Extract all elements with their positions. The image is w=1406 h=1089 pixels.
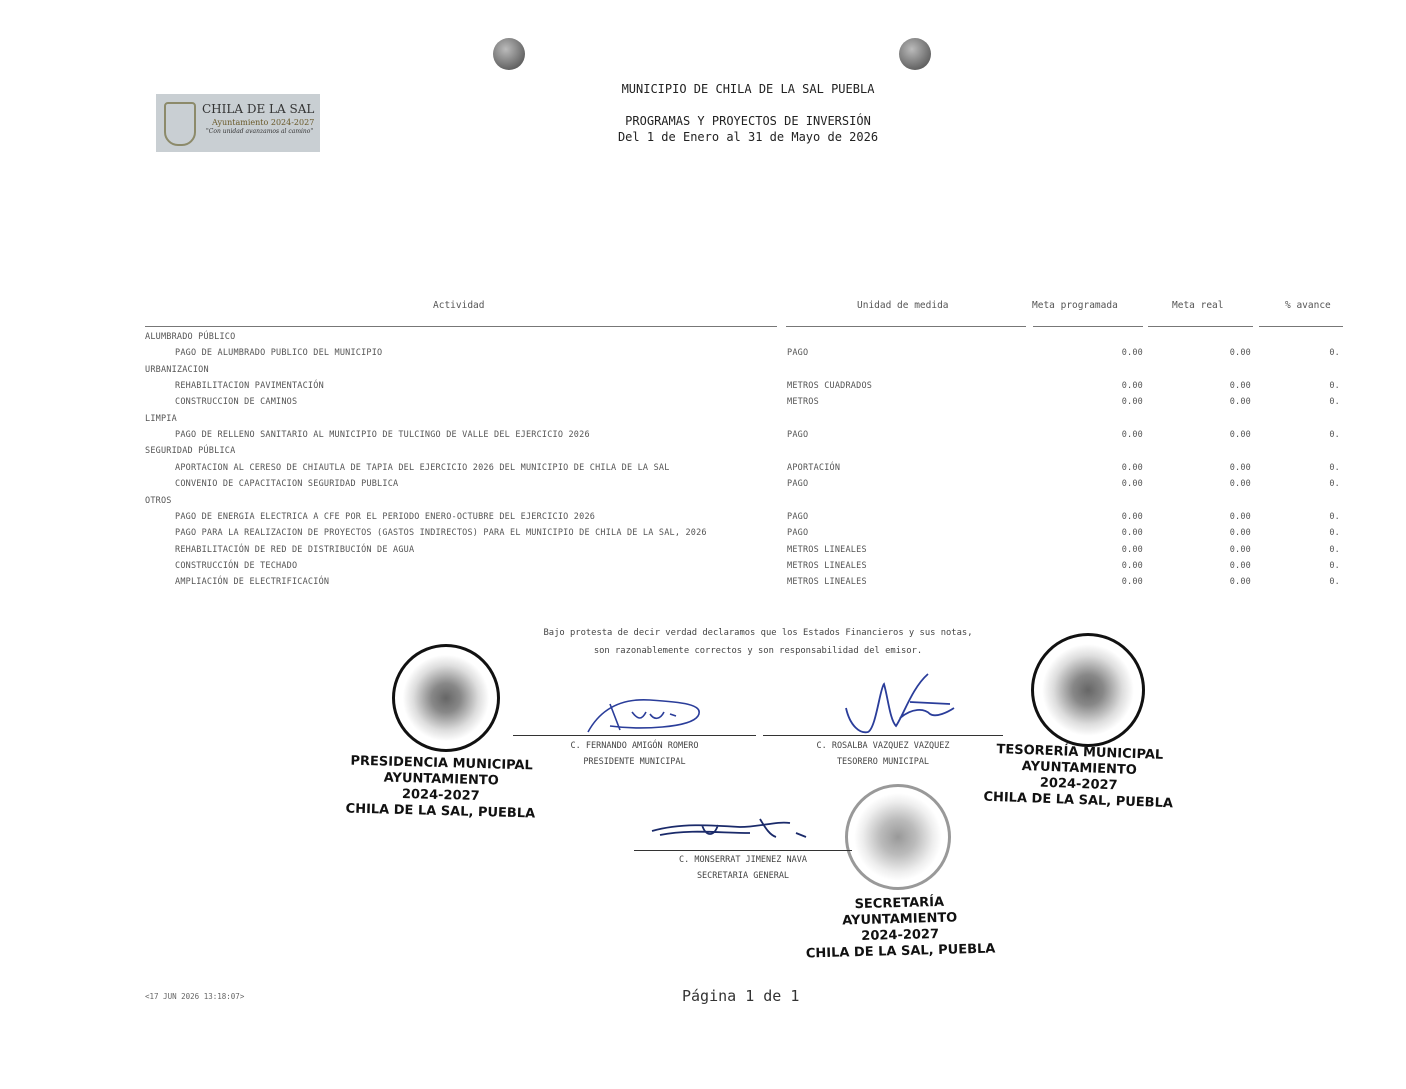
table-row: [0, 528, 1406, 544]
category-label: SEGURIDAD PÚBLICA: [145, 446, 236, 457]
category-row: [0, 332, 1406, 348]
planned-goal: 0.00: [1121, 430, 1143, 441]
category-label: LIMPIA: [145, 413, 177, 424]
actual-goal: 0.00: [1229, 348, 1251, 359]
activity-name: PAGO DE ENERGIA ELECTRICA A CFE POR EL PERIODO ENERO-OCTUBRE DEL EJERCICIO 2026: [175, 511, 596, 522]
logo-slogan: "Con unidad avanzamos al camino": [206, 128, 314, 135]
unit-of-measure: PAGO: [787, 479, 809, 490]
progress-percent: 0.: [1329, 479, 1340, 490]
header-rule-activity: [145, 326, 777, 327]
signature-line-secretary: [634, 850, 852, 851]
actual-goal: 0.00: [1229, 511, 1251, 522]
actual-goal: 0.00: [1229, 462, 1251, 473]
progress-percent: 0.: [1329, 577, 1340, 588]
category-label: URBANIZACION: [145, 364, 209, 375]
progress-percent: 0.: [1329, 348, 1340, 359]
progress-percent: 0.: [1329, 544, 1340, 555]
table-row: [0, 512, 1406, 528]
progress-percent: 0.: [1329, 511, 1340, 522]
header-rule-planned: [1033, 326, 1143, 327]
seal-secretariat-icon: [845, 784, 951, 890]
unit-of-measure: PAGO: [787, 430, 809, 441]
declaration: [0, 624, 1406, 660]
planned-goal: 0.00: [1121, 479, 1143, 490]
category-label: ALUMBRADO PÚBLICO: [145, 332, 236, 342]
print-timestamp: <17 JUN 2026 13:18:07>: [145, 992, 245, 1001]
column-header-activity: Actividad: [433, 300, 485, 311]
progress-percent: 0.: [1329, 381, 1340, 392]
actual-goal: 0.00: [1229, 544, 1251, 555]
progress-percent: 0.: [1329, 397, 1340, 408]
table-row: [0, 397, 1406, 413]
stamp-secretariat-line-3: 2024-2027: [861, 926, 940, 945]
declaration-line-2: son razonablemente correctos y son responsabilidad del emisor.: [593, 646, 923, 656]
signature-line-president: [513, 735, 756, 736]
category-label: OTROS: [145, 495, 172, 506]
planned-goal: 0.00: [1121, 544, 1143, 555]
category-row: [0, 414, 1406, 430]
planned-goal: 0.00: [1121, 397, 1143, 408]
activity-name: CONSTRUCCION DE CAMINOS: [175, 397, 298, 408]
planned-goal: 0.00: [1121, 528, 1143, 539]
stamp-presidency-line-1: PRESIDENCIA MUNICIPAL: [350, 753, 534, 774]
column-header-planned: Meta programada: [1032, 300, 1118, 311]
progress-percent: 0.: [1329, 528, 1340, 539]
planned-goal: 0.00: [1121, 462, 1143, 473]
table-row: [0, 577, 1406, 593]
table-row: [0, 430, 1406, 446]
header-rule-unit: [786, 326, 1026, 327]
column-header-actual: Meta real: [1172, 300, 1224, 311]
actual-goal: 0.00: [1229, 397, 1251, 408]
activity-name: PAGO DE ALUMBRADO PUBLICO DEL MUNICIPIO: [175, 348, 383, 359]
actual-goal: 0.00: [1229, 560, 1251, 571]
progress-percent: 0.: [1329, 560, 1340, 571]
signature-line-treasurer: [763, 735, 1003, 736]
treasurer-name: C. ROSALBA VAZQUEZ VAZQUEZ: [816, 741, 950, 751]
actual-goal: 0.00: [1229, 430, 1251, 441]
report-period: Del 1 de Enero al 31 de Mayo de 2026: [617, 130, 879, 144]
unit-of-measure: PAGO: [787, 528, 809, 539]
column-header-progress: % avance: [1285, 300, 1331, 311]
progress-percent: 0.: [1329, 430, 1340, 441]
declaration-line-1: Bajo protesta de decir verdad declaramos que los Estados Financieros y sus notas,: [543, 628, 973, 638]
stamp-presidency-line-2: AYUNTAMIENTO: [383, 770, 499, 789]
header-rule-actual: [1148, 326, 1253, 327]
stamp-presidency: [345, 754, 537, 823]
signatory-president: [513, 741, 756, 767]
signatory-secretary: [634, 855, 852, 881]
actual-goal: 0.00: [1229, 577, 1251, 588]
category-row: [0, 365, 1406, 381]
treasurer-title: TESORERO MUNICIPAL: [836, 757, 930, 767]
planned-goal: 0.00: [1121, 348, 1143, 359]
table-row: [0, 545, 1406, 561]
signatory-treasurer: [763, 741, 1003, 767]
signature-secretary-icon: [650, 815, 820, 845]
planned-goal: 0.00: [1121, 560, 1143, 571]
table-row: [0, 348, 1406, 364]
signature-treasurer-icon: [840, 668, 960, 738]
seal-treasury-icon: [1031, 633, 1145, 747]
table-row: [0, 561, 1406, 577]
stamp-secretariat-line-1: SECRETARÍA: [854, 894, 945, 913]
stamp-secretariat-line-4: CHILA DE LA SAL, PUEBLA: [805, 941, 996, 962]
punch-hole-left: [493, 38, 525, 70]
activity-name: REHABILITACION PAVIMENTACIÓN: [175, 381, 324, 392]
actual-goal: 0.00: [1229, 479, 1251, 490]
unit-of-measure: METROS LINEALES: [787, 544, 867, 555]
stamp-treasury-line-1: TESORERÍA MUNICIPAL: [996, 742, 1164, 763]
stamp-secretariat: [804, 894, 996, 963]
header-rule-progress: [1259, 326, 1343, 327]
stamp-treasury: [983, 742, 1175, 813]
logo-subtitle: Ayuntamiento 2024-2027: [212, 118, 315, 127]
secretary-name: C. MONSERRAT JIMENEZ NAVA: [679, 855, 807, 865]
activity-name: CONSTRUCCIÓN DE TECHADO: [175, 560, 298, 571]
unit-of-measure: METROS CUADRADOS: [787, 381, 873, 392]
category-row: [0, 496, 1406, 512]
unit-of-measure: METROS LINEALES: [787, 577, 867, 588]
table-row: [0, 381, 1406, 397]
president-name: C. FERNANDO AMIGÓN ROMERO: [570, 741, 699, 751]
stamp-presidency-line-4: CHILA DE LA SAL, PUEBLA: [345, 801, 536, 822]
table-row: [0, 479, 1406, 495]
report-title: PROGRAMAS Y PROYECTOS DE INVERSIÓN: [625, 114, 871, 128]
activity-name: REHABILITACIÓN DE RED DE DISTRIBUCIÓN DE AGUA: [175, 544, 415, 555]
progress-percent: 0.: [1329, 462, 1340, 473]
activity-name: PAGO PARA LA REALIZACION DE PROYECTOS (GASTOS INDIRECTOS) PARA EL MUNICIPIO DE CHILA DE LA SAL, 2026: [175, 528, 707, 539]
table-row: [0, 463, 1406, 479]
stamp-presidency-line-3: 2024-2027: [401, 786, 480, 805]
unit-of-measure: APORTACIÓN: [787, 462, 841, 473]
activity-name: AMPLIACIÓN DE ELECTRIFICACIÓN: [175, 577, 330, 588]
seal-presidency-icon: [392, 644, 500, 752]
activity-name: CONVENIO DE CAPACITACION SEGURIDAD PUBLICA: [175, 479, 399, 490]
actual-goal: 0.00: [1229, 381, 1251, 392]
municipality-title: MUNICIPIO DE CHILA DE LA SAL PUEBLA: [621, 82, 875, 96]
secretary-title: SECRETARIA GENERAL: [696, 871, 790, 881]
stamp-treasury-line-3: 2024-2027: [1039, 775, 1118, 794]
planned-goal: 0.00: [1121, 577, 1143, 588]
activity-name: APORTACION AL CERESO DE CHIAUTLA DE TAPIA DEL EJERCICIO 2026 DEL MUNICIPIO DE CHILA DE LA SAL: [175, 462, 670, 473]
unit-of-measure: METROS LINEALES: [787, 560, 867, 571]
logo-name: CHILA DE LA SAL: [202, 102, 315, 116]
planned-goal: 0.00: [1121, 511, 1143, 522]
column-header-unit: Unidad de medida: [857, 300, 949, 311]
actual-goal: 0.00: [1229, 528, 1251, 539]
signature-president-icon: [580, 690, 710, 740]
punch-hole-right: [899, 38, 931, 70]
unit-of-measure: PAGO: [787, 348, 809, 359]
stamp-secretariat-line-2: AYUNTAMIENTO: [842, 910, 958, 929]
activity-name: PAGO DE RELLENO SANITARIO AL MUNICIPIO DE TULCINGO DE VALLE DEL EJERCICIO 2026: [175, 430, 590, 441]
unit-of-measure: METROS: [787, 397, 819, 408]
president-title: PRESIDENTE MUNICIPAL: [583, 757, 686, 767]
category-row: [0, 446, 1406, 462]
planned-goal: 0.00: [1121, 381, 1143, 392]
unit-of-measure: PAGO: [787, 511, 809, 522]
page-number: Página 1 de 1: [682, 987, 800, 1005]
stamp-treasury-line-2: AYUNTAMIENTO: [1021, 759, 1138, 779]
stamp-treasury-line-4: CHILA DE LA SAL, PUEBLA: [983, 789, 1174, 812]
